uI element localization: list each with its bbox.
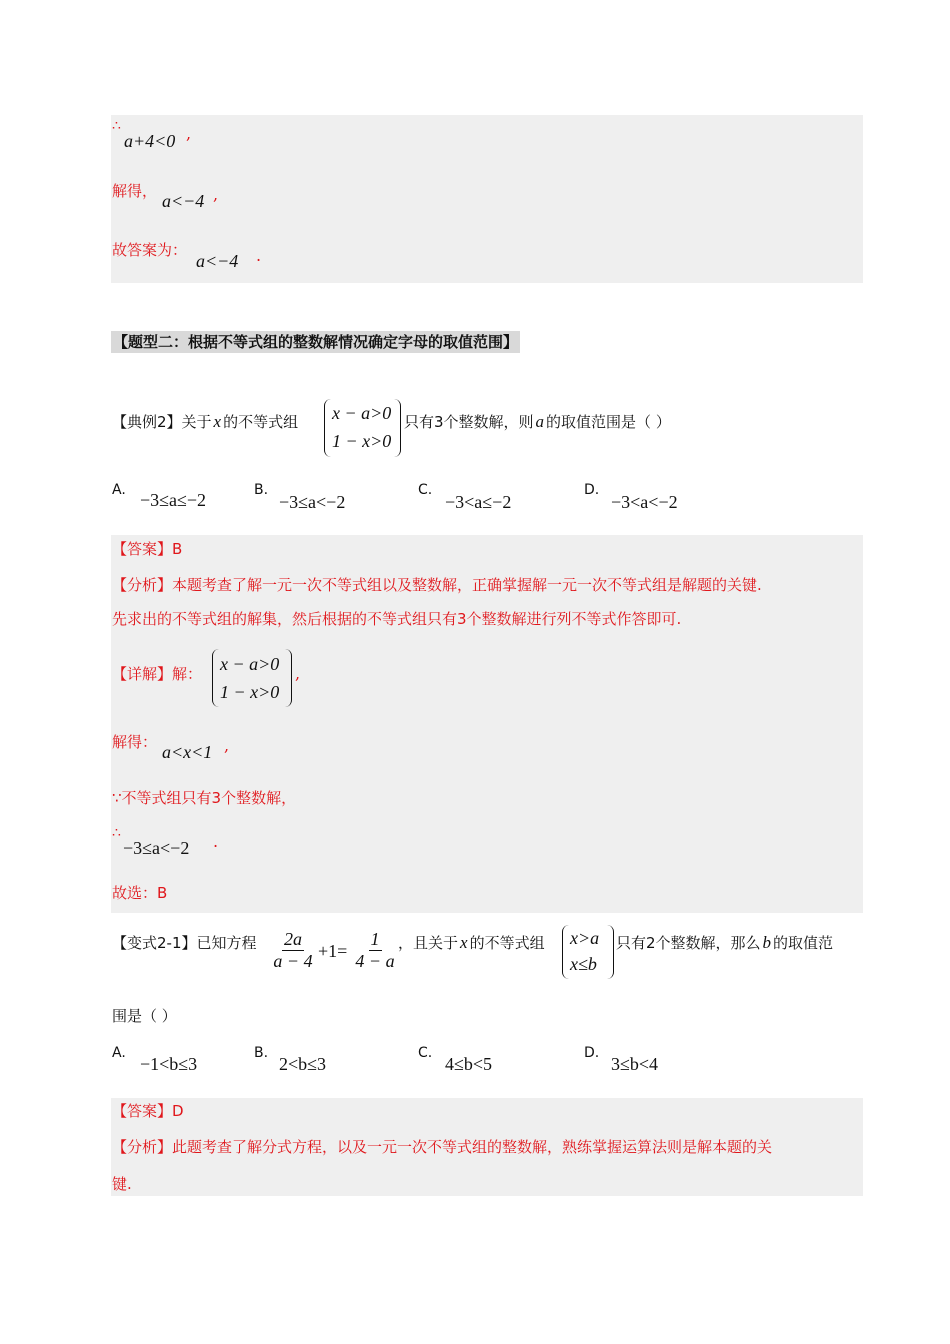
detail-system	[212, 649, 292, 707]
option-d-value[interactable]: 3≤b<4	[611, 1054, 659, 1074]
frac-numerator: 2a	[284, 929, 302, 949]
fraction-2a-over-a-minus-4	[270, 929, 316, 972]
analysis-line-2: 键.	[112, 1175, 132, 1193]
frac-numerator: 1	[370, 929, 380, 949]
system-line-2: 1 − x>0	[332, 431, 392, 451]
frac-denominator: a − 4	[273, 951, 313, 971]
example-2-suffix-b: 的取值范围是（ ）	[546, 413, 671, 431]
var-a: a	[535, 412, 545, 431]
comma: ,	[213, 185, 219, 204]
frac-denominator: 4 − a	[355, 951, 395, 971]
example-2-mid: 的不等式组	[223, 413, 299, 431]
option-b-value[interactable]: 2<b≤3	[279, 1054, 327, 1074]
option-c-label[interactable]: C.	[418, 1045, 433, 1061]
option-a-value[interactable]: −3≤a≤−2	[140, 490, 207, 510]
therefore-symbol: ∴	[112, 825, 121, 841]
var-x: x	[460, 933, 468, 952]
period: .	[256, 246, 262, 265]
right-brace	[607, 925, 614, 979]
inequality-a-plus-4: a+4<0	[124, 131, 176, 151]
option-a-label[interactable]: A.	[112, 1045, 126, 1061]
analysis-line-2: 先求出的不等式组的解集，然后根据的不等式组只有3个整数解进行列不等式作答即可.	[112, 610, 682, 628]
right-brace	[285, 649, 292, 707]
option-c-label[interactable]: C.	[418, 482, 433, 498]
option-b-label[interactable]: B.	[254, 482, 269, 498]
analysis-line-1: 【分析】此题考查了解分式方程，以及一元一次不等式组的整数解，熟练掌握运算法则是解本题的关	[112, 1138, 773, 1156]
period: .	[213, 832, 219, 851]
example-2-suffix-a: 只有3个整数解，则	[404, 413, 534, 431]
analysis-line-1: 【分析】本题考查了解一元一次不等式组以及整数解，正确掌握解一元一次不等式组是解题的关键.	[112, 576, 762, 594]
option-d-label[interactable]: D.	[584, 1045, 600, 1061]
variant-system	[562, 925, 614, 979]
option-c-value[interactable]: −3<a≤−2	[445, 492, 512, 512]
left-brace	[212, 649, 219, 707]
choice-line: 故选：B	[112, 884, 168, 902]
example-2-system	[324, 399, 400, 457]
system-line-2: x≤b	[570, 954, 597, 974]
variant-suffix2-text: 的取值范	[773, 934, 834, 952]
final-answer-expr: a<−4	[196, 251, 239, 271]
result-expression: −3≤a<−2	[123, 838, 190, 858]
answer-line: 【答案】D	[112, 1102, 184, 1120]
right-brace	[394, 399, 401, 457]
example-2-question-end	[404, 412, 671, 432]
variant-mid2-text: 的不等式组	[469, 934, 545, 952]
system-line-1: x − a>0	[220, 654, 280, 674]
because-line: ∵不等式组只有3个整数解，	[112, 789, 297, 807]
option-b-value[interactable]: −3≤a<−2	[279, 492, 346, 512]
option-b-label[interactable]: B.	[254, 1045, 269, 1061]
left-brace	[324, 399, 331, 457]
comma: ,	[295, 664, 301, 683]
variant-2-1-line-2: 围是（ ）	[112, 1007, 177, 1025]
option-a-label[interactable]: A.	[112, 482, 126, 498]
option-a-value[interactable]: −1<b≤3	[140, 1054, 198, 1074]
solve-label: 解得，	[112, 182, 158, 200]
comma: ,	[186, 124, 192, 143]
variant-2-1-mid	[398, 933, 545, 953]
option-c-value[interactable]: 4≤b<5	[445, 1054, 493, 1074]
option-d-label[interactable]: D.	[584, 482, 600, 498]
example-2-prefix: 【典例2】关于	[112, 413, 212, 431]
system-line-1: x − a>0	[332, 403, 392, 423]
inequality-a-lt-minus4: a<−4	[162, 191, 205, 211]
comma: ,	[224, 736, 230, 755]
option-d-value[interactable]: −3<a<−2	[611, 492, 678, 512]
left-brace	[562, 925, 569, 979]
therefore-symbol: ∴	[112, 118, 121, 134]
answer-label: 故答案为：	[112, 241, 188, 259]
solve-label: 解得：	[112, 733, 158, 751]
var-b: b	[762, 933, 772, 952]
section-title: 【题型二：根据不等式组的整数解情况确定字母的取值范围】	[113, 333, 519, 351]
variant-mid-text: ，且关于	[398, 934, 459, 952]
system-line-1: x>a	[570, 928, 600, 948]
solve-expression: a<x<1	[162, 742, 213, 762]
variant-2-1-suffix	[616, 933, 833, 953]
system-line-2: 1 − x>0	[220, 682, 280, 702]
fraction-1-over-4-minus-a	[352, 929, 398, 972]
var-x: x	[213, 412, 222, 431]
plus-one-equals: +1=	[318, 941, 348, 961]
answer-line: 【答案】B	[112, 540, 183, 558]
detail-label: 【详解】解：	[112, 665, 203, 683]
variant-2-1-prefix: 【变式2-1】已知方程	[112, 934, 257, 952]
example-2-question	[112, 412, 298, 432]
variant-suffix-text: 只有2个整数解，那么	[616, 934, 761, 952]
